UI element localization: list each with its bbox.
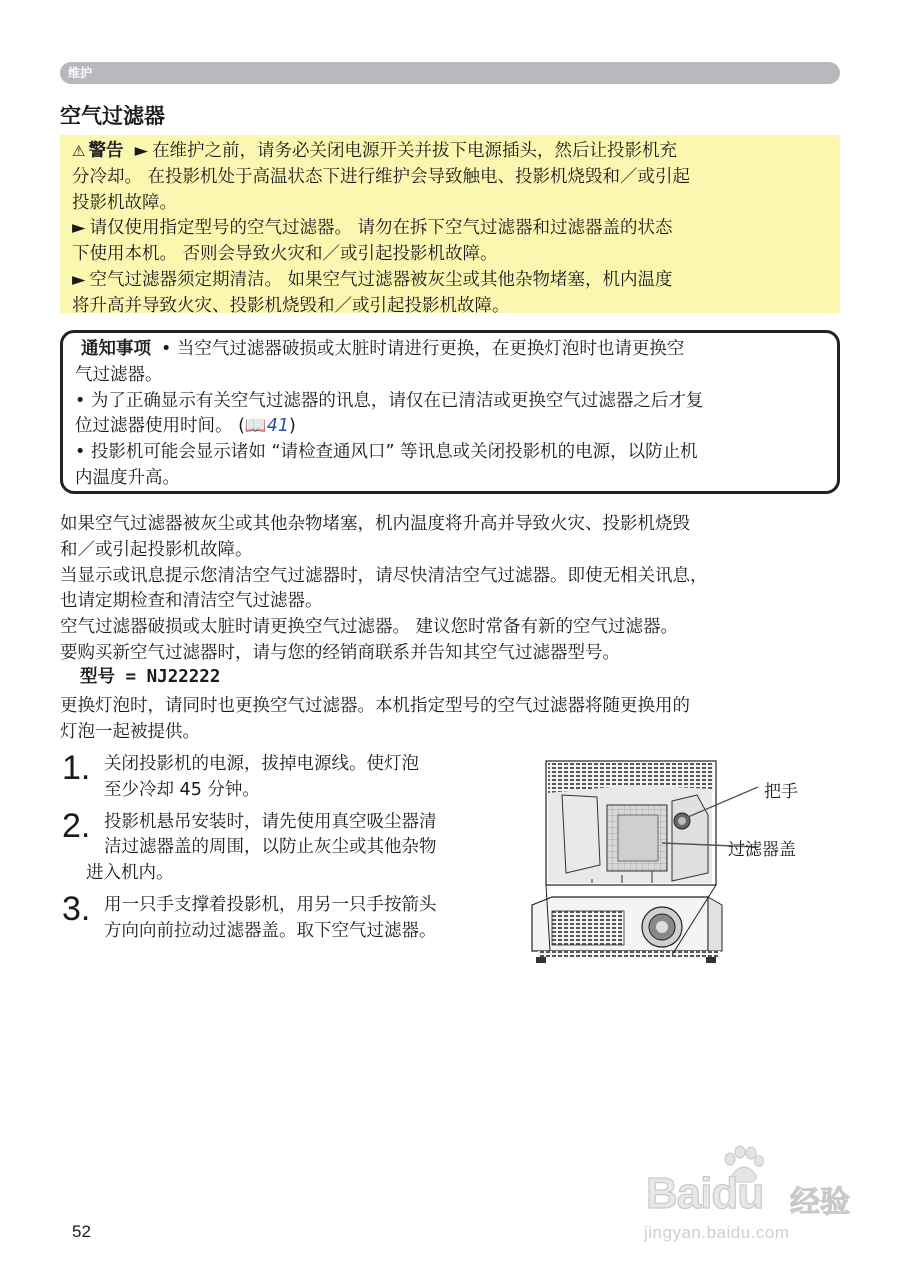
model-value: = NJ22222	[125, 667, 221, 687]
step-line: 至少冷却 45 分钟。	[104, 779, 260, 800]
body-line: 也请定期检查和清洁空气过滤器。	[60, 591, 323, 612]
step-number: 3.	[62, 889, 91, 928]
body-line: 更换灯泡时，请同时也更换空气过滤器。本机指定型号的空气过滤器将随更换用的	[60, 696, 690, 716]
steps-list	[60, 749, 510, 951]
notice-label: 通知事项	[81, 339, 151, 359]
watermark-suffix: 经验	[790, 1185, 850, 1220]
arrow-right-icon: ►	[72, 269, 86, 290]
warning-text: 下使用本机。 否则会导致火灾和／或引起投影机故障。	[72, 244, 498, 265]
step-line: 关闭投影机的电源，拔掉电源线。使灯泡	[104, 754, 419, 774]
notice-text: 位过滤器使用时间。	[75, 416, 233, 437]
warning-text: 将升高并导致火灾、投影机烧毁和／或引起投影机故障。	[72, 295, 510, 316]
baidu-watermark	[640, 1145, 855, 1245]
warning-text: 在维护之前，请务必关闭电源开关并拔下电源插头，然后让投影机充	[152, 141, 678, 161]
step-line: 进入机内。	[86, 863, 174, 884]
step-item	[60, 889, 510, 945]
body-line: 如果空气过滤器被灰尘或其他杂物堵塞，机内温度将升高并导致火灾、投影机烧毁	[60, 514, 690, 534]
body-line: 灯泡一起被提供。	[60, 721, 200, 742]
step-line: 洁过滤器盖的周围，以防止灰尘或其他杂物	[104, 837, 437, 858]
page-reference-link[interactable]: 41	[266, 416, 289, 437]
filter-cover-label: 过滤器盖	[728, 840, 796, 860]
arrow-right-icon: ►	[72, 218, 86, 239]
warning-text: 分冷却。 在投影机处于高温状态下进行维护会导致触电、投影机烧毁和／或引起	[72, 166, 691, 187]
step-line: 投影机悬吊安装时，请先使用真空吸尘器清	[104, 811, 437, 832]
page-title: 空气过滤器	[60, 104, 165, 128]
step-item	[60, 806, 510, 887]
projector-filter-figure	[522, 755, 842, 965]
handle-label: 把手	[764, 782, 798, 802]
replace-paragraph	[60, 694, 850, 746]
model-number	[80, 663, 220, 688]
notice-text: 内温度升高。	[75, 467, 180, 488]
warning-text: 请仅使用指定型号的空气过滤器。 请勿在拆下空气过滤器和过滤器盖的状态	[89, 218, 673, 239]
watermark-brand: Baidu	[646, 1169, 764, 1218]
body-line: 要购买新空气过滤器时，请与您的经销商联系并告知其空气过滤器型号。	[60, 642, 620, 663]
step-line: 用一只手支撑着投影机，用另一只手按箭头	[104, 894, 437, 915]
warning-text: 空气过滤器须定期清洁。 如果空气过滤器被灰尘或其他杂物堵塞，机内温度	[89, 269, 673, 290]
section-label: 维护	[68, 66, 93, 80]
page-number: 52	[72, 1222, 91, 1241]
arrow-right-icon: ►	[134, 141, 149, 161]
step-number: 1.	[62, 749, 91, 787]
warning-triangle-icon: ⚠	[72, 142, 86, 160]
warning-text: 投影机故障。	[72, 192, 177, 213]
warning-label: 警告	[88, 141, 124, 161]
watermark-url: jingyan.baidu.com	[644, 1223, 790, 1242]
section-header-bar	[60, 62, 840, 84]
step-item	[60, 749, 510, 804]
notice-text: 气过滤器。	[75, 364, 163, 385]
body-paragraph	[60, 512, 850, 667]
warning-box	[60, 135, 840, 316]
notice-text: • 投影机可能会显示诸如 “请检查通风口” 等讯息或关闭投影机的电源，以防止机	[75, 442, 698, 463]
notice-text: • 当空气过滤器破损或太脏时请进行更换，在更换灯泡时也请更换空	[161, 339, 685, 359]
step-line: 方向向前拉动过滤器盖。取下空气过滤器。	[104, 920, 437, 941]
step-number: 2.	[62, 806, 91, 845]
body-line: 当显示或讯息提示您清洁空气过滤器时，请尽快清洁空气过滤器。即使无相关讯息，	[60, 565, 708, 586]
model-label: 型号	[80, 667, 115, 687]
body-line: 和／或引起投影机故障。	[60, 539, 253, 560]
notice-box: 通知事项 • 当空气过滤器破损或太脏时请进行更换，在更换灯泡时也请更换空 气过滤器。 • 为了正确显示有关空气过滤器的讯息，请仅在已清洁或更换空气过滤器之后才复 位过滤器使用时间。 (📖41) • 投影机可能会显示诸如 “请检查通风口” 等讯息或关闭投影机的电源，以防止机 内温度升高。	[60, 330, 840, 494]
body-line: 空气过滤器破损或太脏时请更换空气过滤器。 建议您时常备有新的空气过滤器。	[60, 617, 679, 638]
book-reference-icon: 📖	[244, 416, 267, 437]
notice-text: • 为了正确显示有关空气过滤器的讯息，请仅在已清洁或更换空气过滤器之后才复	[75, 390, 704, 411]
